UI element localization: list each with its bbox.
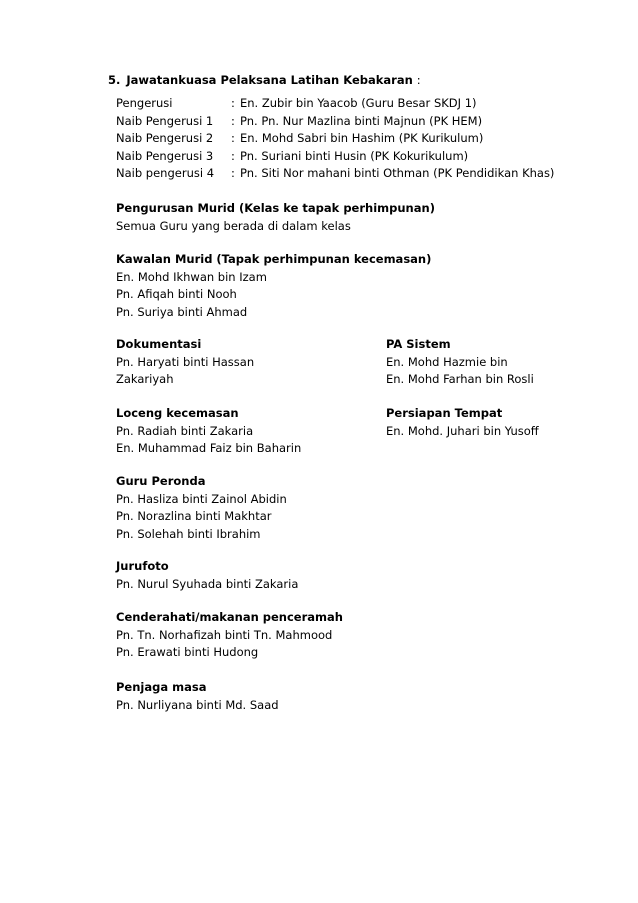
role-name: Pn. Pn. Nur Mazlina binti Majnun (PK HEM) (240, 113, 483, 128)
role-label: Naib Pengerusi 1 (116, 113, 214, 128)
role-name: En. Zubir bin Yaacob (Guru Besar SKDJ 1) (240, 96, 477, 110)
section-line: Pn. Haryati binti Hassan (116, 354, 255, 369)
section-title: Penjaga masa (116, 680, 207, 694)
section-line: Pn. Norazlina binti Makhtar (116, 509, 272, 523)
section-title: Cenderahati/makanan penceramah (116, 610, 343, 624)
section-line: En. Mohd. Juhari bin Yusoff (386, 423, 539, 438)
section-line: Semua Guru yang berada di dalam kelas (116, 218, 351, 233)
role-name: Pn. Siti Nor mahani binti Othman (PK Pendidikan Khas) (240, 166, 555, 180)
role-row (116, 148, 554, 166)
section-title: Kawalan Murid (Tapak perhimpunan kecemasan) (116, 252, 432, 266)
section-guru-peronda (116, 473, 287, 543)
section-title: Guru Peronda (116, 474, 206, 488)
section-line: Pn. Hasliza binti Zainol Abidin (116, 491, 287, 506)
role-row (116, 95, 554, 113)
section-loceng-kecemasan (116, 405, 301, 458)
role-row (116, 113, 554, 131)
section-kawalan-murid (116, 251, 431, 321)
committee-roles (116, 95, 554, 183)
role-separator: : (231, 113, 235, 128)
section-line: En. Mohd Ikhwan bin Izam (116, 269, 267, 284)
role-separator: : (231, 148, 235, 163)
section-heading (108, 73, 421, 87)
section-line: Pn. Erawati binti Hudong (116, 645, 259, 659)
section-line: Pn. Solehah binti Ibrahim (116, 526, 261, 541)
section-line: En. Mohd Hazmie bin (386, 354, 508, 369)
role-separator: : (231, 131, 235, 145)
section-colon: : (416, 73, 421, 87)
section-pa-sistem (386, 336, 534, 389)
section-title: Jurufoto (116, 559, 169, 573)
role-label: Naib Pengerusi 2 (116, 131, 214, 145)
section-line: Pn. Afiqah binti Nooh (116, 287, 237, 301)
section-line: Pn. Suriya binti Ahmad (116, 304, 248, 319)
role-label: Pengerusi (116, 96, 173, 110)
section-dokumentasi (116, 336, 254, 389)
section-persiapan-tempat (386, 405, 539, 440)
section-line: Pn. Nurul Syuhada binti Zakaria (116, 576, 299, 591)
section-line: Zakariyah (116, 372, 174, 386)
role-name: En. Mohd Sabri bin Hashim (PK Kurikulum) (240, 131, 484, 145)
role-row (116, 165, 554, 183)
section-line: En. Muhammad Faiz bin Baharin (116, 441, 302, 455)
section-line: Pn. Tn. Norhafizah binti Tn. Mahmood (116, 627, 333, 642)
section-title: Pengurusan Murid (Kelas ke tapak perhimpunan) (116, 201, 435, 215)
section-pengurusan-murid (116, 200, 435, 235)
role-name: Pn. Suriani binti Husin (PK Kokurikulum) (240, 148, 469, 163)
section-title: Dokumentasi (116, 337, 202, 351)
role-label: Naib pengerusi 4 (116, 166, 215, 180)
role-row (116, 130, 554, 148)
section-title: Persiapan Tempat (386, 406, 503, 420)
role-separator: : (231, 166, 235, 180)
section-jurufoto (116, 558, 298, 593)
role-separator: : (231, 96, 235, 110)
section-title: Loceng kecemasan (116, 406, 239, 420)
section-line: En. Mohd Farhan bin Rosli (386, 372, 534, 386)
section-cenderahati (116, 609, 343, 662)
section-line: Pn. Radiah binti Zakaria (116, 423, 254, 438)
section-title: PA Sistem (386, 337, 451, 351)
section-title: Jawatankuasa Pelaksana Latihan Kebakaran (126, 73, 413, 87)
role-label: Naib Pengerusi 3 (116, 148, 214, 163)
section-line: Pn. Nurliyana binti Md. Saad (116, 697, 279, 712)
section-number: 5. (108, 73, 121, 87)
section-penjaga-masa (116, 679, 279, 714)
